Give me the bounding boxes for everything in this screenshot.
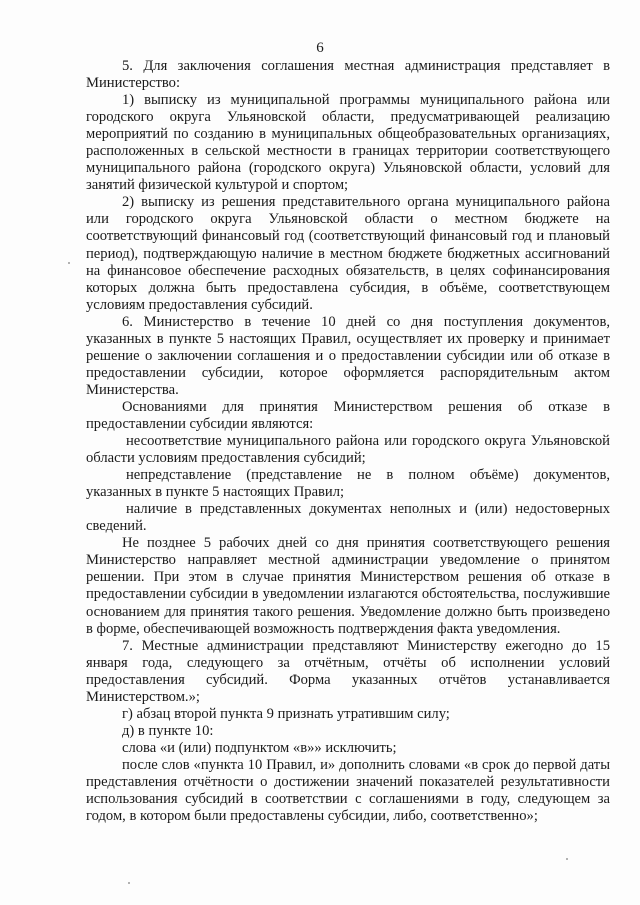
page-number: 6 <box>316 40 324 56</box>
paragraph-words-added: после слов «пункта 10 Правил, и» дополнить словами «в срок до первой даты представления отчётности о достижении значений показателей результативности использования субсидий в соответствии с соглашениями в году, следующем за годом, в котором были предоставлены субсидии, либо, соответственно»; <box>86 756 610 825</box>
paragraph-notification: Не позднее 5 рабочих дней со дня принятия соответствующего решения Министерство направляет местной администрации уведомление о принятом решении. При этом в случае принятия Министерством решения об отказе в предоставлении субсидии в уведомлении излагаются обстоятельства, послужившие основанием для принятия такого решения. Уведомление должно быть произведено в форме, обеспечивающей возможность подтверждения факта уведомления. <box>86 535 610 637</box>
paragraph-clause-6: 6. Министерство в течение 10 дней со дня поступления документов, указанных в пункте 5 настоящих Правил, осуществляет их проверку и принимает решение о заключении соглашения и о предоставлении субсидии или об отказе в предоставлении субсидии, которое оформляется распорядительным актом Министерства. <box>86 313 610 398</box>
paragraph-ground-2: непредставление (представление не в полном объёме) документов, указанных в пункте 5 настоящих Правил; <box>86 467 610 501</box>
scan-speck <box>128 882 130 884</box>
paragraph-clause-7: 7. Местные администрации представляют Министерству ежегодно до 15 января года, следующего за отчётным, отчёты об исполнении условий предоставления субсидий. Форма указанных отчётов устанавливается Министерством.»; <box>86 637 610 705</box>
paragraph-item-g: г) абзац второй пункта 9 признать утратившим силу; <box>122 705 450 722</box>
paragraph-ground-3: наличие в представленных документах неполных и (или) недостоверных сведений. <box>86 501 610 535</box>
paragraph-refusal-grounds: Основаниями для принятия Министерством решения об отказе в предоставлении субсидии являются: <box>86 398 610 432</box>
scan-speck <box>68 262 70 264</box>
paragraph-item-2: 2) выписку из решения представительного органа муниципального района или городского округа Ульяновской области о местном бюджете на соответствующий финансовый год (соответствующий финансовый год и плановый период), подтверждающую наличие в местном бюджете бюджетных ассигнований на финансовое обеспечение расходных обязательств, в целях софинансирования которых должна быть предоставлена субсидия, в объёме, соответствующем условиям предоставления субсидий. <box>86 194 610 313</box>
paragraph-item-d: д) в пункте 10: <box>122 722 214 739</box>
document-body <box>86 58 610 825</box>
paragraph-ground-1: несоответствие муниципального района или городского округа Ульяновской области условиям предоставления субсидий; <box>86 433 610 467</box>
paragraph-clause-5: 5. Для заключения соглашения местная администрация представляет в Министерство: <box>86 58 610 92</box>
scan-speck <box>566 858 568 860</box>
paragraph-item-1: 1) выписку из муниципальной программы муниципального района или городского округа Ульяновской области, предусматривающей реализацию мероприятий по созданию в муниципальных общеобразовательных организациях, расположенных в сельской местности в границах территории соответствующего муниципального района (городского округа) Ульяновской области, условий для занятий физической культурой и спортом; <box>86 92 610 194</box>
paragraph-words-excluded: слова «и (или) подпунктом «в»» исключить; <box>122 739 397 756</box>
